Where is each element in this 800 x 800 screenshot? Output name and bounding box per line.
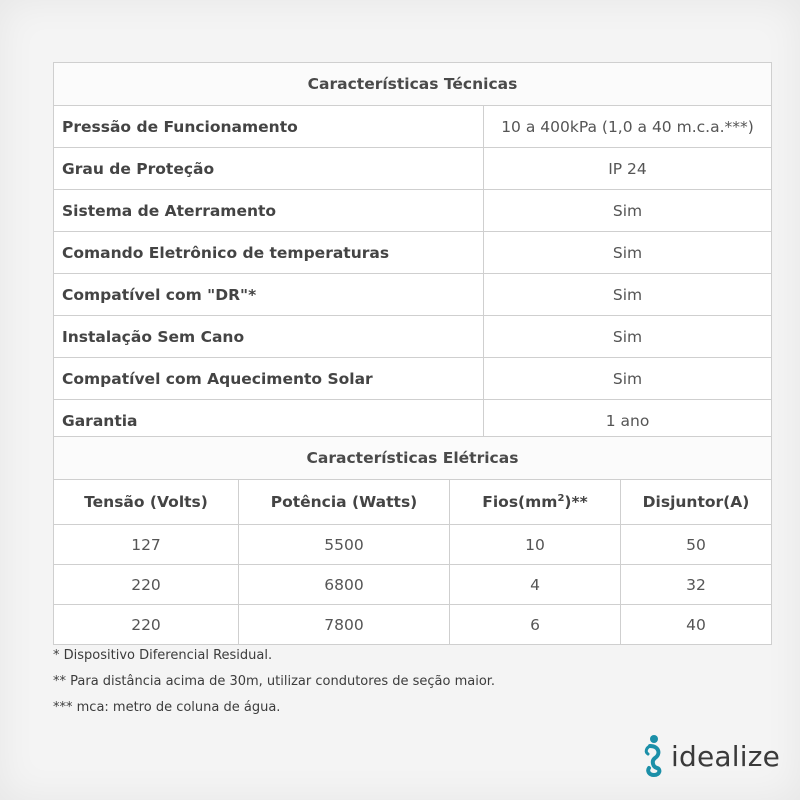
cell-wires: 6	[450, 605, 621, 645]
spec-value: 10 a 400kPa (1,0 a 40 m.c.a.***)	[484, 106, 772, 148]
footnote: * Dispositivo Diferencial Residual.	[53, 648, 273, 663]
brand-logo	[643, 734, 780, 778]
header-wires-suffix: )**	[564, 493, 588, 511]
electrical-specs-title: Características Elétricas	[54, 437, 772, 480]
spec-value: Sim	[484, 190, 772, 232]
table-row	[54, 525, 772, 565]
table-row	[54, 605, 772, 645]
cell-power: 7800	[239, 605, 450, 645]
spec-label: Grau de Proteção	[54, 148, 484, 190]
seahorse-logo-icon	[643, 734, 665, 778]
table-row	[54, 232, 772, 274]
cell-wires: 4	[450, 565, 621, 605]
spec-value: Sim	[484, 274, 772, 316]
electrical-specs-table	[53, 436, 772, 645]
table-row	[54, 274, 772, 316]
header-wires-superscript: 2	[557, 492, 565, 504]
technical-specs-table	[53, 62, 772, 442]
cell-voltage: 220	[54, 565, 239, 605]
spec-value: Sim	[484, 316, 772, 358]
spec-value: Sim	[484, 358, 772, 400]
table-row	[54, 148, 772, 190]
spec-label: Compatível com Aquecimento Solar	[54, 358, 484, 400]
cell-wires: 10	[450, 525, 621, 565]
header-wires	[450, 480, 621, 525]
header-voltage: Tensão (Volts)	[54, 480, 239, 525]
cell-power: 5500	[239, 525, 450, 565]
spec-label: Instalação Sem Cano	[54, 316, 484, 358]
header-wires-text: Fios(mm	[482, 493, 558, 511]
spec-label: Pressão de Funcionamento	[54, 106, 484, 148]
spec-label: Garantia	[54, 400, 484, 442]
brand-name: idealize	[671, 739, 781, 773]
cell-voltage: 220	[54, 605, 239, 645]
footnote: *** mca: metro de coluna de água.	[53, 700, 281, 715]
spec-label: Compatível com "DR"*	[54, 274, 484, 316]
technical-specs-title: Características Técnicas	[54, 63, 772, 106]
cell-power: 6800	[239, 565, 450, 605]
table-row	[54, 565, 772, 605]
cell-voltage: 127	[54, 525, 239, 565]
table-row	[54, 358, 772, 400]
header-breaker: Disjuntor(A)	[621, 480, 772, 525]
footnote: ** Para distância acima de 30m, utilizar condutores de seção maior.	[53, 674, 496, 689]
cell-breaker: 40	[621, 605, 772, 645]
cell-breaker: 50	[621, 525, 772, 565]
footnotes	[53, 645, 495, 723]
table-row	[54, 316, 772, 358]
table-row	[54, 190, 772, 232]
cell-breaker: 32	[621, 565, 772, 605]
spec-label: Sistema de Aterramento	[54, 190, 484, 232]
spec-value: 1 ano	[484, 400, 772, 442]
spec-label: Comando Eletrônico de temperaturas	[54, 232, 484, 274]
spec-value: Sim	[484, 232, 772, 274]
header-power: Potência (Watts)	[239, 480, 450, 525]
spec-value: IP 24	[484, 148, 772, 190]
table-row	[54, 106, 772, 148]
